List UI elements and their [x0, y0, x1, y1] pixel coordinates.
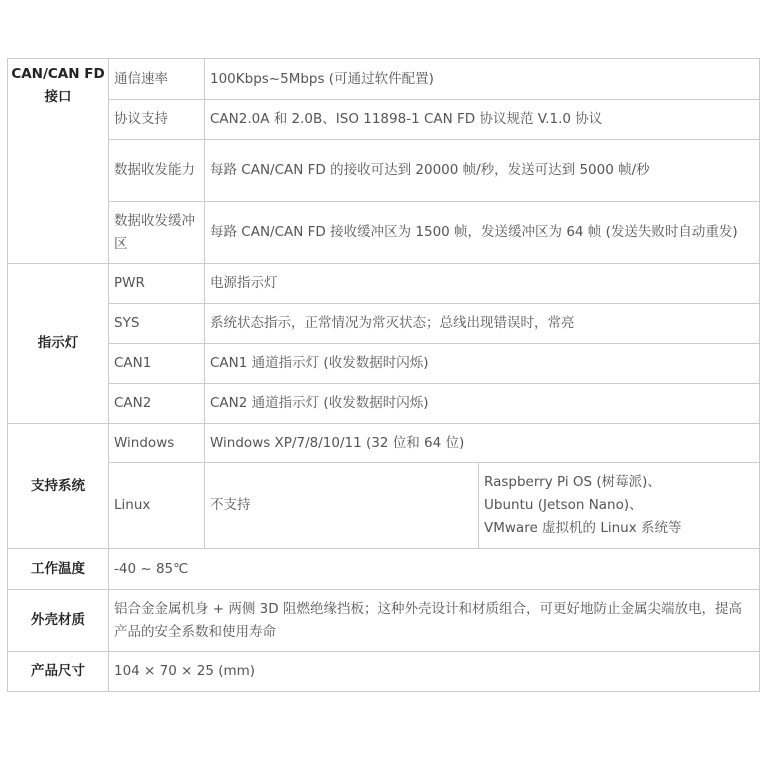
row-value-can2: CAN2 通道指示灯 (收发数据时闪烁)	[205, 384, 760, 424]
category-can-interface: CAN/CAN FD 接口	[8, 59, 109, 264]
row-value-throughput: 每路 CAN/CAN FD 的接收可达到 20000 帧/秒，发送可达到 5000 帧/秒	[205, 140, 760, 202]
row-value-dimensions: 104 × 70 × 25 (mm)	[109, 652, 760, 692]
category-temperature: 工作温度	[8, 549, 109, 590]
row-label-can1: CAN1	[109, 344, 205, 384]
row-value-linux: 不支持	[205, 463, 479, 549]
spec-table	[7, 58, 760, 692]
linux-extra-line: VMware 虚拟机的 Linux 系统等	[484, 520, 682, 536]
table-row	[8, 100, 760, 140]
category-housing: 外壳材质	[8, 590, 109, 652]
table-row	[8, 202, 760, 264]
row-value-protocol: CAN2.0A 和 2.0B、ISO 11898-1 CAN FD 协议规范 V.1.0 协议	[205, 100, 760, 140]
row-value-sys: 系统状态指示，正常情况为常灭状态；总线出现错误时，常亮	[205, 304, 760, 344]
row-value-housing: 铝合金金属机身 + 两侧 3D 阻燃绝缘挡板；这种外壳设计和材质组合，可更好地防止金属尖端放电，提高产品的安全系数和使用寿命	[109, 590, 760, 652]
row-label-sys: SYS	[109, 304, 205, 344]
table-row	[8, 549, 760, 590]
linux-extra-line: Ubuntu (Jetson Nano)、	[484, 497, 643, 513]
row-label-throughput: 数据收发能力	[109, 140, 205, 202]
table-row	[8, 384, 760, 424]
table-row	[8, 344, 760, 384]
row-value-comm-rate: 100Kbps~5Mbps (可通过软件配置)	[205, 59, 760, 100]
row-label-can2: CAN2	[109, 384, 205, 424]
table-row	[8, 590, 760, 652]
table-row	[8, 424, 760, 463]
row-value-pwr: 电源指示灯	[205, 264, 760, 304]
category-indicators: 指示灯	[8, 264, 109, 424]
table-row	[8, 304, 760, 344]
category-systems: 支持系统	[8, 424, 109, 549]
row-label-buffer: 数据收发缓冲区	[109, 202, 205, 264]
row-label-windows: Windows	[109, 424, 205, 463]
row-value-linux-extra	[479, 463, 760, 549]
row-label-protocol: 协议支持	[109, 100, 205, 140]
category-dimensions: 产品尺寸	[8, 652, 109, 692]
table-row	[8, 59, 760, 100]
linux-extra-line: Raspberry Pi OS (树莓派)、	[484, 474, 661, 490]
row-label-pwr: PWR	[109, 264, 205, 304]
row-label-comm-rate: 通信速率	[109, 59, 205, 100]
table-row	[8, 140, 760, 202]
table-row	[8, 264, 760, 304]
row-value-can1: CAN1 通道指示灯 (收发数据时闪烁)	[205, 344, 760, 384]
table-row	[8, 652, 760, 692]
table-row	[8, 463, 760, 549]
row-value-buffer: 每路 CAN/CAN FD 接收缓冲区为 1500 帧，发送缓冲区为 64 帧 (发送失败时自动重发)	[205, 202, 760, 264]
row-value-temperature: -40 ~ 85℃	[109, 549, 760, 590]
row-label-linux: Linux	[109, 463, 205, 549]
row-value-windows: Windows XP/7/8/10/11 (32 位和 64 位)	[205, 424, 760, 463]
